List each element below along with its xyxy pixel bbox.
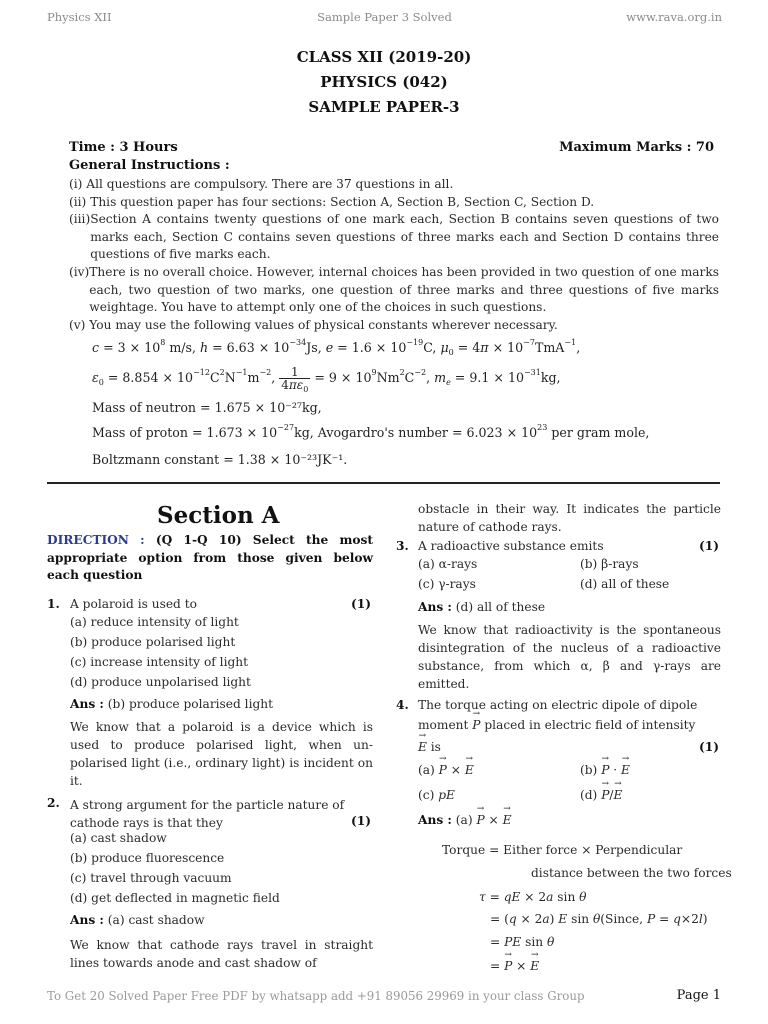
constants-neutron: Mass of neutron = 1.675 × 10⁻²⁷kg, xyxy=(92,400,322,415)
torque-eq-1: τ = qE × 2a sin θ xyxy=(479,890,587,904)
q1-option-a: (a) reduce intensity of light xyxy=(70,615,239,629)
q2-option-d: (d) get deflected in magnetic field xyxy=(70,891,280,905)
right-column xyxy=(384,0,768,1024)
q2-option-c: (c) travel through vacuum xyxy=(70,871,232,885)
q4-option-b: (b) → P · → E xyxy=(580,763,630,777)
subject-title: PHYSICS (042) xyxy=(320,73,448,91)
q2-text: A strong argument for the particle nature of cathode rays is that they xyxy=(70,798,345,830)
section-title: Section A xyxy=(157,502,280,529)
q2-option-b: (b) produce fluorescence xyxy=(70,851,225,865)
page-number: Page 1 xyxy=(676,988,721,1003)
header-subject: Physics XII xyxy=(47,10,112,24)
q1-answer: Ans : (b) produce polarised light xyxy=(70,697,274,711)
q3-text: A radioactive substance emits xyxy=(418,539,604,553)
q1-marks: (1) xyxy=(351,597,372,611)
q2-number: 2. xyxy=(47,796,60,810)
q2-explanation: We know that cathode rays travel in straight lines towards anode and cast shadow of xyxy=(70,938,373,970)
max-marks-label: Maximum Marks : 70 xyxy=(559,140,714,155)
q4-answer: Ans : (a) → P × → E xyxy=(418,813,512,827)
q4-text-line3: → E is xyxy=(418,740,441,754)
instruction-2: (ii) This question paper has four sections: Section A, Section B, Section C, Section D. xyxy=(69,195,595,209)
q1-number: 1. xyxy=(47,597,60,611)
footer-promo: To Get 20 Solved Paper Free PDF by whatsapp add +91 89056 29969 in your class Group xyxy=(47,989,585,1003)
paper-title: SAMPLE PAPER-3 xyxy=(308,98,460,116)
torque-line-2: distance between the two forces xyxy=(531,866,732,880)
direction-text: (Q 1-Q 10) Select the most appropriate option from those given below each question xyxy=(47,533,373,582)
q2-option-a: (a) cast shadow xyxy=(70,831,167,845)
q1-option-d: (d) produce unpolarised light xyxy=(70,675,251,689)
q3-option-a: (a) α-rays xyxy=(418,557,478,571)
instruction-5: (v) You may use the following values of physical constants wherever necessary. xyxy=(69,318,558,332)
constants-line-proton: Mass of proton = $1.673 \times 10^{-27}kg$, Avogardro's number = $6.023 \times 10^{23}$ per gram mole, xyxy=(92,423,650,440)
q2-explanation-continued: obstacle in their way. It indicates the particle nature of cathode rays. xyxy=(418,502,721,534)
constants-line-1: $c = 3 \times 10^8$ m/s, $h = 6.63 \times 10^{-34}Js$, $e = 1.6 \times 10^{-19}C$, $\mu_0 = 4\pi \times 10^{-7}TmA^{-1}$, xyxy=(92,338,581,357)
q4-option-c: (c) pE xyxy=(418,788,455,802)
torque-eq-4: = → P × → E xyxy=(490,959,539,973)
q1-explanation: We know that a polaroid is a device which is used to produce polarised light, when un-polarised light (i.e., ordinary light) is incident on it. xyxy=(70,720,373,788)
q4-number: 4. xyxy=(396,698,409,712)
q2-answer: Ans : (a) cast shadow xyxy=(70,913,205,927)
torque-line-1: Torque = Either force × Perpendicular xyxy=(442,843,683,857)
torque-eq-3: = PE sin θ xyxy=(490,935,555,949)
q1-option-c: (c) increase intensity of light xyxy=(70,655,249,669)
q3-marks: (1) xyxy=(699,539,720,553)
page-footer xyxy=(47,989,721,1003)
q1-text: A polaroid is used to xyxy=(70,597,197,611)
q4-text-line2: moment → P placed in electric field of intensity xyxy=(418,718,695,732)
class-title: CLASS XII (2019-20) xyxy=(296,48,472,66)
header-title: Sample Paper 3 Solved xyxy=(317,10,452,24)
general-instructions-title: General Instructions : xyxy=(69,158,230,173)
q4-marks: (1) xyxy=(699,740,720,754)
q3-option-d: (d) all of these xyxy=(580,577,670,591)
constants-boltzmann: Boltzmann constant = 1.38 × 10⁻²³JK⁻¹. xyxy=(92,452,348,467)
instruction-1: (i) All questions are compulsory. There are 37 questions in all. xyxy=(69,177,454,191)
q3-answer: Ans : (d) all of these xyxy=(418,600,546,614)
q4-option-d: (d) → P/→ E xyxy=(580,788,622,802)
q3-option-c: (c) γ-rays xyxy=(418,577,476,591)
q4-option-a: (a) → P × → E xyxy=(418,763,474,777)
time-label: Time : 3 Hours xyxy=(69,140,178,155)
instruction-3: (iii) Section A contains twenty questions of one mark each, Section B contains seven questions of two marks each, Section C contains seven questions of three marks each and Section D contains three questions of five marks each. xyxy=(69,212,719,262)
direction-label: DIRECTION : xyxy=(47,533,145,547)
constants-line-2: $\varepsilon_0 = 8.854 \times 10^{-12}C^2N^{-1}m^{-2}$, $\frac{1}{4\pi\varepsilon_0}$ = $9 \times 10^9Nm^2C^{-2}$, $m_e = 9.1 \times 10^{-31}kg$, xyxy=(92,365,561,394)
header-website-link[interactable]: www.rava.org.in xyxy=(626,10,722,24)
q1-option-b: (b) produce polarised light xyxy=(70,635,236,649)
q3-option-b: (b) β-rays xyxy=(580,557,639,571)
instruction-4: (iv) There is no overall choice. However, internal choices has been provided in two question of one marks each, two question of two marks, one question of three marks and three questions of five marks weightage. You have to attempt only one of the choices in such questions. xyxy=(69,265,719,315)
q3-number: 3. xyxy=(396,539,409,553)
torque-eq-2: = (q × 2a) E sin θ(Since, P = q×2l) xyxy=(490,912,708,926)
q2-marks: (1) xyxy=(351,814,372,828)
q3-explanation: We know that radioactivity is the spontaneous disintegration of the nucleus of a radioactive substance, from which α, β and γ-rays are emitted. xyxy=(418,623,721,691)
q4-text-line1: The torque acting on electric dipole of dipole xyxy=(418,698,698,712)
